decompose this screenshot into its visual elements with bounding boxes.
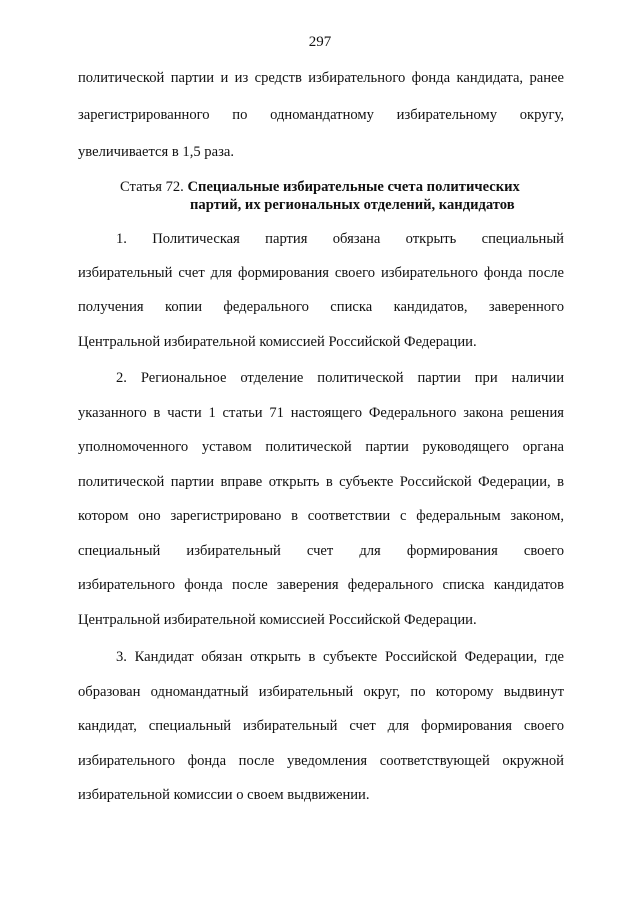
text-line: избирательного фонда после уведомления соответствующей окружной xyxy=(78,753,564,769)
text-line: Центральной избирательной комиссией Российской Федерации. xyxy=(78,612,477,628)
text-line: 3. Кандидат обязан открыть в субъекте Российской Федерации, где xyxy=(116,649,564,665)
article-label: Статья 72. xyxy=(120,179,184,195)
text-line: избирательной комиссии о своем выдвижении. xyxy=(78,787,370,803)
text-line: котором оно зарегистрировано в соответствии с федеральным законом, xyxy=(78,508,564,524)
text-line: политической партии вправе открыть в субъекте Российской Федерации, в xyxy=(78,474,564,490)
article-heading xyxy=(120,178,520,196)
text-line: образован одномандатный избирательный округ, по которому выдвинут xyxy=(78,684,564,700)
text-line: указанного в части 1 статьи 71 настоящего Федерального закона решения xyxy=(78,405,564,421)
text-line: зарегистрированного по одномандатному избирательному округу, xyxy=(78,107,564,123)
text-line: уполномоченного уставом политической партии руководящего органа xyxy=(78,439,564,455)
text-line: 2. Региональное отделение политической партии при наличии xyxy=(116,370,564,386)
text-line: Центральной избирательной комиссией Российской Федерации. xyxy=(78,334,477,350)
text-line: политической партии и из средств избирательного фонда кандидата, ранее xyxy=(78,70,564,86)
text-line: избирательный счет для формирования своего избирательного фонда после xyxy=(78,265,564,281)
text-line: увеличивается в 1,5 раза. xyxy=(78,144,234,160)
article-title-line-2: партий, их региональных отделений, кандидатов xyxy=(190,197,515,213)
text-line: избирательного фонда после заверения федерального списка кандидатов xyxy=(78,577,564,593)
text-line: кандидат, специальный избирательный счет для формирования своего xyxy=(78,718,564,734)
article-heading-continued xyxy=(190,196,515,214)
text-line: получения копии федерального списка кандидатов, заверенного xyxy=(78,299,564,315)
page-number: 297 xyxy=(308,34,332,50)
text-line: специальный избирательный счет для формирования своего xyxy=(78,543,564,559)
article-title-line-1: Специальные избирательные счета политических xyxy=(187,179,520,195)
text-line: 1. Политическая партия обязана открыть специальный xyxy=(116,231,564,247)
